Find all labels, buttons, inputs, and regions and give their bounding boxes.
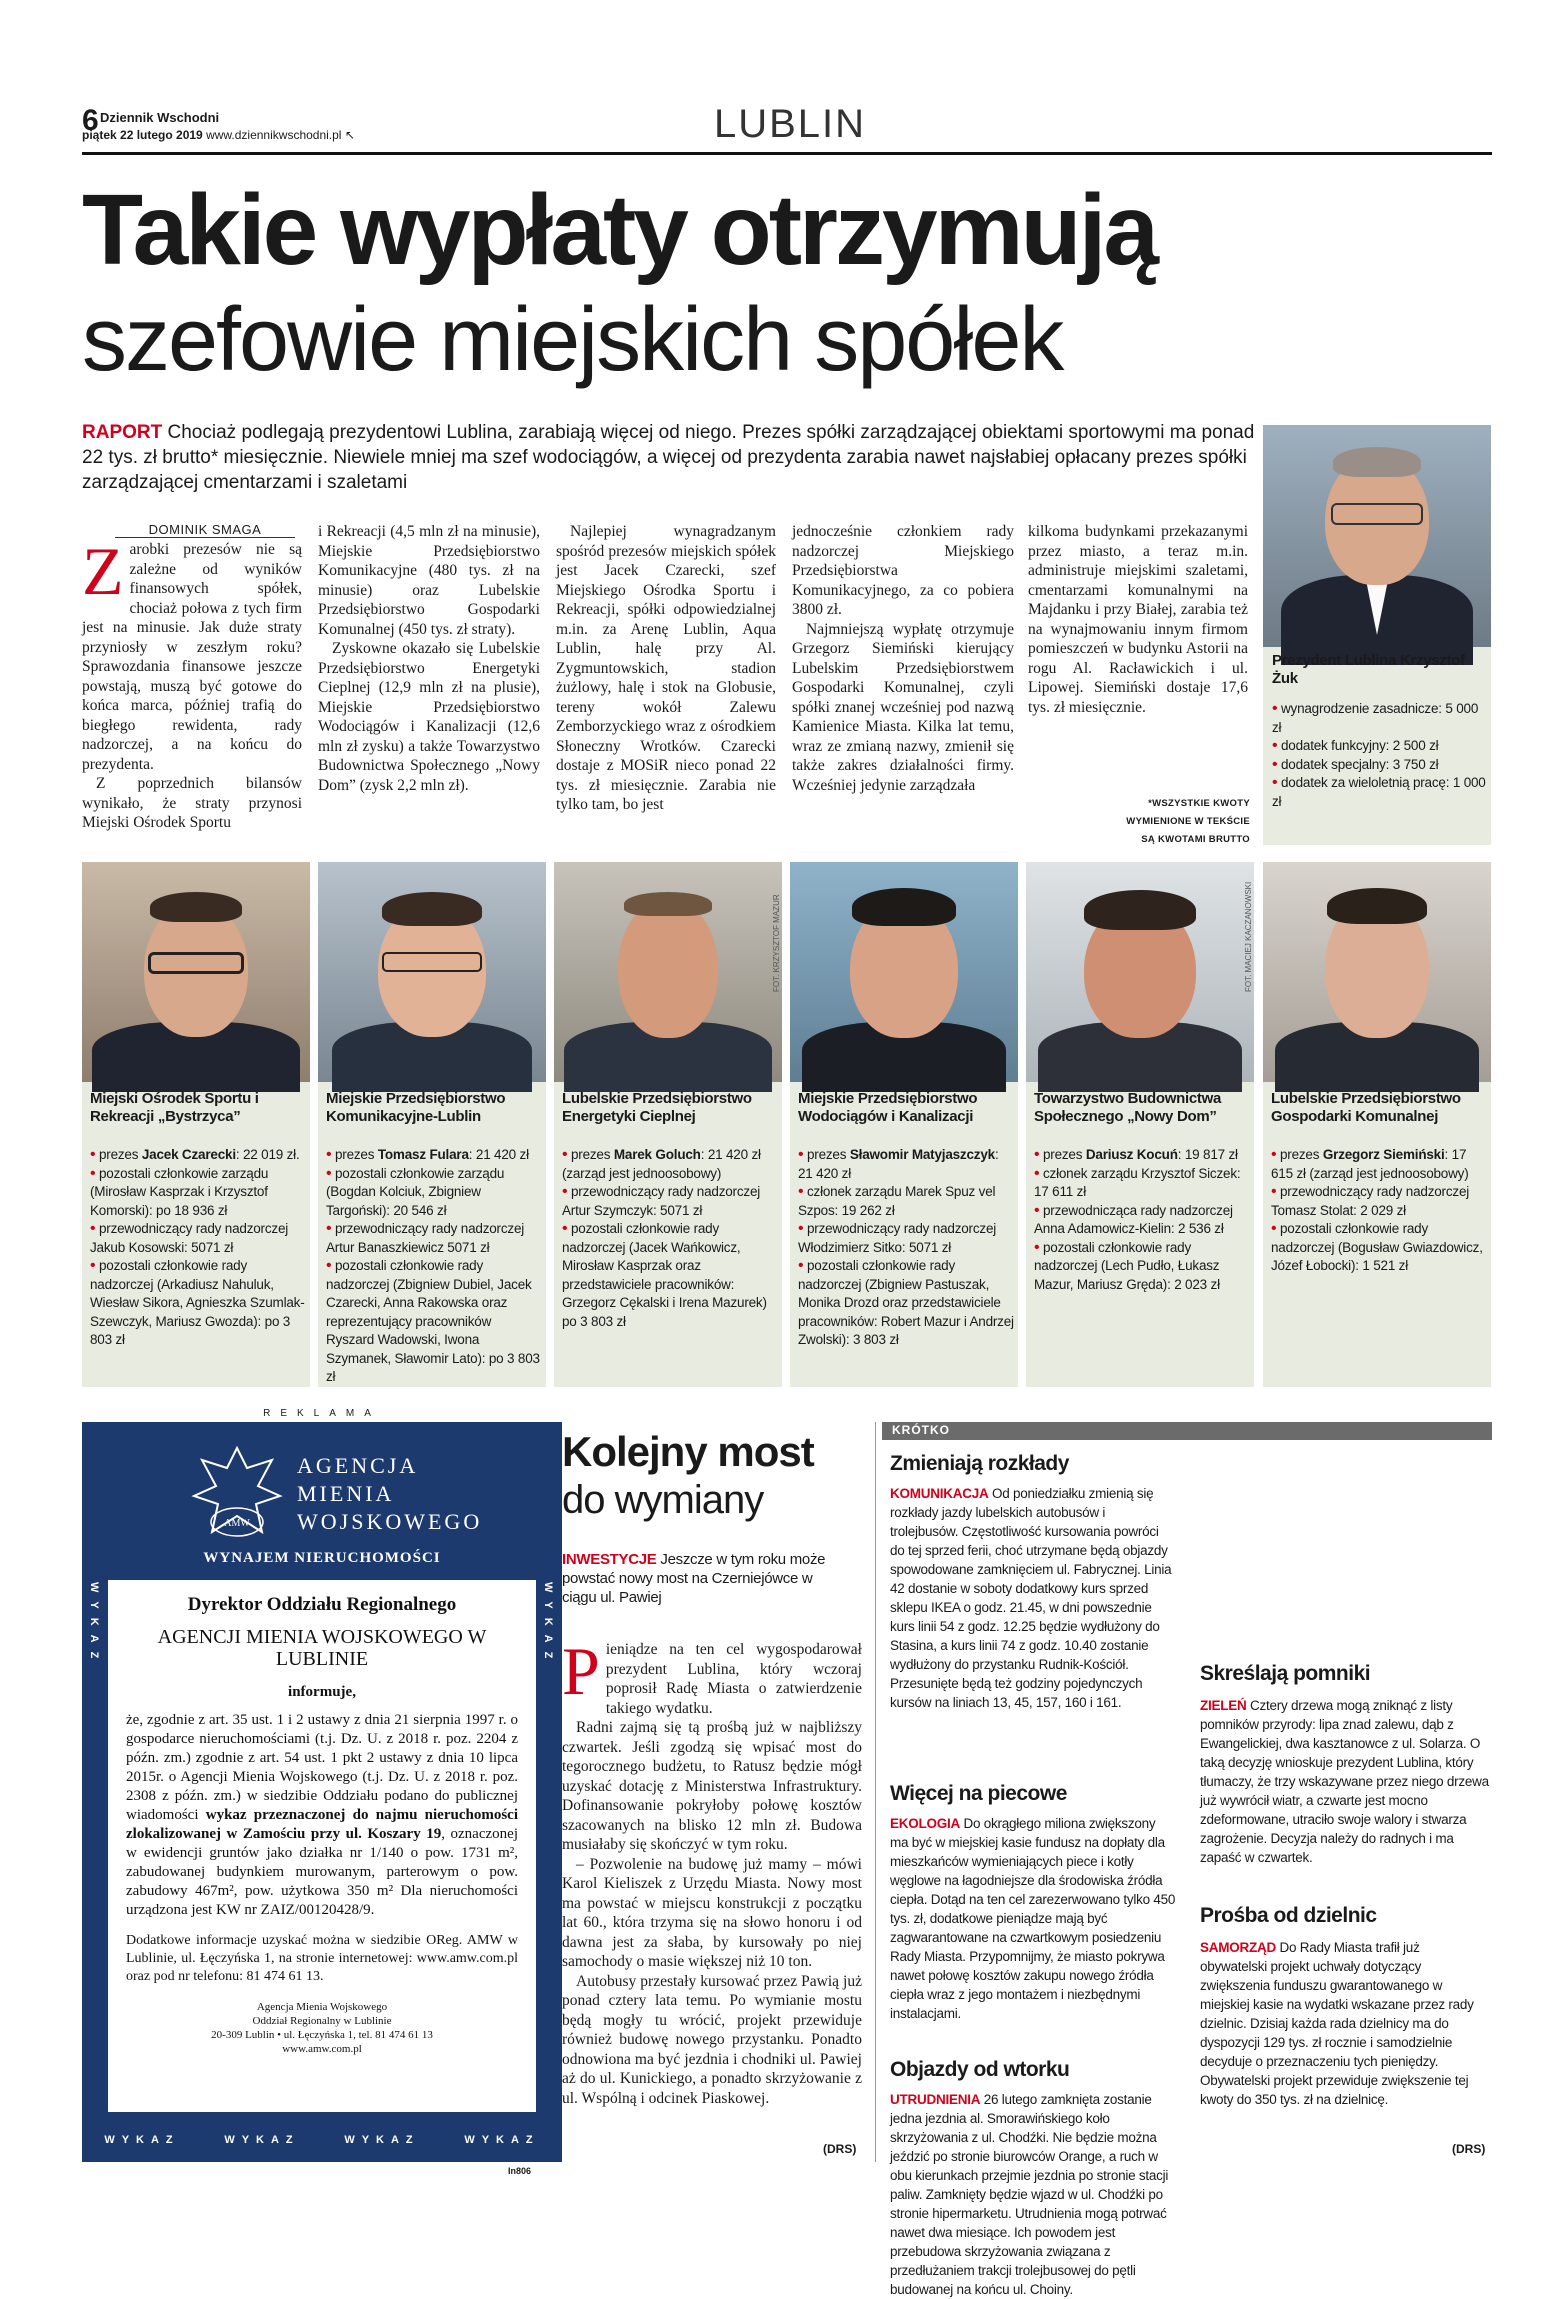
- brief-body: Od poniedziałku zmienią się rozkłady jazdy lubelskich autobusów i trolejbusów. Częstotliwość kursowania powróci do tej sprzed ferii, choć utrzymane będą objazdy spowodowane zamknięciem ul. Fabrycznej. Linia 42 dostanie w soboty dodatkowy kurs sprzed sklepu IKEA o godz. 21.45, w dni powszednie kurs linii 54 z godz. 12.25 będzie wydłużony do Stasina, a kurs linii 74 z godz. 10.40 zostanie wydłużony do przystanku Rudnik-Kościół. Przesunięte będą też godziny pojedynczych kursów na liniach 13, 45, 157, 160 i 161.: [890, 1486, 1172, 1710]
- brief-title: Objazdy od wtorku: [890, 2058, 1070, 2081]
- dropcap: Z: [82, 533, 124, 609]
- fact-line: [1272, 756, 1486, 775]
- fact-line: [1271, 1146, 1487, 1183]
- brief-text: [890, 1814, 1176, 2023]
- bullet-icon: •: [1272, 774, 1278, 791]
- bullet-icon: •: [90, 1146, 96, 1163]
- bullet-icon: •: [1272, 700, 1278, 717]
- hair-shape: [852, 888, 956, 926]
- fact-text: dodatek za wieloletnią pracę: 1 000 zł: [1272, 775, 1486, 809]
- fact-line: [326, 1220, 542, 1257]
- fact-text: pozostali członkowie rady nadzorczej (Zbigniew Dubiel, Jacek Czarecki, Anna Rakowska oraz reprezentujący pracowników Ryszard Wadowski, Iwona Szymanek, Sławomir Lato): po 3 803 zł: [326, 1258, 540, 1384]
- company-title: Lubelskie Przedsiębiorstwo Energetyki Cieplnej: [562, 1090, 752, 1125]
- headline-line2: szefowie miejskich spółek: [82, 290, 1063, 390]
- cursor-icon: ↖: [344, 128, 355, 142]
- fact-line: [798, 1220, 1014, 1257]
- company-title: Miejskie Przedsiębiorstwo Wodociągów i Kanalizacji: [798, 1090, 978, 1125]
- fact-line: [798, 1257, 1014, 1350]
- ad-label: REKLAMA: [263, 1408, 381, 1419]
- brief-body: Do Rady Miasta trafił już obywatelski projekt uchwały dotyczący zwiększenia funduszu gwarantowanego w miejskiej kasie na wydatki wskazane przez rady dzielnic. Dzisiaj każda rada dzielnicy ma do dyspozycji 129 tys. zł rocznie i samodzielnie decyduje o przeznaczeniu tych pieniędzy. Obywatelski projekt przewiduje zwiększenie tej kwoty do 350 tys. zł na dzielnicę.: [1200, 1940, 1474, 2107]
- president-name: Sławomir Matyjaszczyk: [849, 1147, 995, 1162]
- bullet-icon: •: [1034, 1146, 1040, 1163]
- krotko-label: KRÓTKO: [892, 1423, 950, 1437]
- krotko-signoff: (DRS): [1452, 2142, 1486, 2156]
- president-name: Dariusz Kocuń: [1085, 1147, 1178, 1162]
- fact-text: prezes: [334, 1147, 378, 1162]
- fact-text: prezes: [806, 1147, 850, 1162]
- article-column-3: [556, 522, 776, 815]
- bullet-icon: •: [326, 1164, 332, 1182]
- paragraph: Z poprzednich bilansów wynikało, że straty przynosi Miejski Ośrodek Sportu: [82, 775, 302, 831]
- agency-name: [297, 1452, 482, 1536]
- article-column-2: [318, 522, 540, 795]
- paragraph: – Pozwolenie na budowę już mamy – mówi Karol Kieliszek z Urzędu Miasta. Nowy most ma powstać w miejscu konstrukcji z początku lat 60., która trzyma się na słowo honoru i od dawna jest za słaba, by kursowały po niej samochody o masie większej niż 10 ton.: [562, 1855, 862, 1970]
- brief-tag: EKOLOGIA: [890, 1816, 961, 1831]
- ad-subtitle: WYNAJEM NIERUCHOMOŚCI: [203, 1550, 441, 1566]
- wykaz-side-left: WYKAZ: [88, 1582, 100, 1668]
- website-link[interactable]: www.dziennikwschodni.pl: [206, 128, 342, 142]
- fact-line: [1272, 737, 1486, 756]
- bullet-icon: •: [326, 1220, 332, 1237]
- fact-text: prezes: [1279, 1147, 1323, 1162]
- portrait-photo: [318, 862, 546, 1082]
- fact-line: [90, 1220, 306, 1257]
- president-photo: [1263, 425, 1491, 647]
- bullet-icon: •: [1271, 1146, 1277, 1163]
- eagle-emblem-icon: [192, 1440, 282, 1550]
- ad-body-text: , oznaczonej w ewidencji gruntów jako działka nr 1/140 o pow. 1731 m², zabudowanej budynkiem murowanym, parterowym o pow. zabudowy 467m², pow. użytkowa 350 m² Dla nieruchomości urządzona jest KW nr ZAIZ/00120428/9.: [126, 1826, 518, 1918]
- fact-line: [1271, 1183, 1487, 1220]
- bullet-icon: •: [90, 1164, 96, 1182]
- company-facts: [1034, 1146, 1250, 1294]
- dropcap: P: [562, 1633, 600, 1709]
- portrait-photo: [82, 862, 310, 1082]
- fact-text: dodatek funkcyjny: 2 500 zł: [1280, 738, 1439, 753]
- president-name: Tomasz Fulara: [377, 1147, 469, 1162]
- fact-line: [90, 1146, 306, 1165]
- fact-text: pozostali członkowie rady nadzorczej (Zbigniew Pastuszak, Monika Drozd oraz przedstawiciele pracowników: Robert Mazur i Andrzej Zwolski): 3 803 zł: [798, 1258, 1014, 1347]
- fact-line: [1272, 774, 1486, 811]
- bullet-icon: •: [1034, 1238, 1040, 1256]
- bullet-icon: •: [1272, 755, 1278, 773]
- fact-line: [326, 1146, 542, 1165]
- ad-footer: [126, 2000, 518, 2056]
- brief-body: 26 lutego zamknięta zostanie jedna jezdnia al. Smorawińskiego koło skrzyżowania z ul. Chodźki. Nie będzie można jeździć po stronie biurowców Orange, a ruch w obu kierunkach przejmie jezdnia po stronie stacji paliw. Zamknięty będzie wjazd w ul. Chodźki po stronie hipermarketu. Utrudnienia mogą potrwać nawet dwa miesiące. Ich powodem jest przebudowa skrzyżowania związana z przedłużaniem trakcji trolejbusowej do pętli budowanej na końcu ul. Choiny.: [890, 2092, 1169, 2297]
- portrait-photo: [1263, 862, 1491, 1082]
- company-box-tbs: [1026, 862, 1254, 1387]
- fact-line: [1272, 700, 1486, 737]
- fact-text: pozostali członkowie zarządu (Mirosław Kasprzak i Krzysztof Komorski): po 18 936 zł: [90, 1165, 269, 1218]
- paper-name: Dziennik Wschodni: [100, 110, 220, 125]
- agency-line: AGENCJA: [297, 1453, 419, 1478]
- bullet-icon: •: [798, 1183, 804, 1200]
- fact-text: wynagrodzenie zasadnicze: 5 000 zł: [1272, 701, 1479, 735]
- fact-text: przewodnicząca rady nadzorczej Anna Adamowicz-Kielin: 2 536 zł: [1034, 1202, 1233, 1236]
- paragraph: Zyskowne okazało się Lubelskie Przedsiębiorstwo Energetyki Cieplnej (12,9 mln zł na plusie), Miejskie Przedsiębiorstwo Wodociągów i Kanalizacji (12,6 mln zł zysku) a także Towarzystwo Budownictwa Społecznego „Nowy Dom” (zysk 2,2 mln zł).: [318, 640, 540, 794]
- header-rule: [82, 152, 1492, 155]
- president-name: Grzegorz Siemiński: [1322, 1147, 1445, 1162]
- wykaz-label: WYKAZ: [344, 2134, 420, 2146]
- fact-line: [562, 1183, 778, 1220]
- hair-shape: [624, 892, 712, 916]
- company-title: Lubelskie Przedsiębiorstwo Gospodarki Komunalnej: [1271, 1090, 1461, 1125]
- fact-line: [1034, 1202, 1250, 1239]
- fact-line: [1034, 1146, 1250, 1165]
- page-number: 6: [82, 104, 99, 137]
- most-tag: INWESTYCJE: [562, 1551, 657, 1568]
- paragraph: jednocześnie członkiem rady nadzorczej Miejskiego Przedsiębiorstwa Komunikacyjnego, za co pobiera 3800 zł.: [792, 523, 1014, 618]
- most-subheadline: do wymiany: [562, 1478, 764, 1522]
- fact-text: : 21 420 zł: [468, 1147, 529, 1162]
- fact-line: [1034, 1239, 1250, 1295]
- hair-shape: [1333, 447, 1421, 477]
- emblem-text: AMW: [224, 1518, 250, 1529]
- fact-text: członek zarządu Marek Spuz vel Szpos: 19 262 zł: [798, 1184, 996, 1218]
- fact-text: pozostali członkowie rady nadzorczej (Jacek Wańkowicz, Mirosław Kasprzak oraz przedstawiciele pracowników: Grzegorz Cękalski i Irena Mazurek) po 3 803 zł: [562, 1221, 767, 1329]
- column-divider: [875, 1422, 876, 2162]
- brutto-note: *WSZYSTKIE KWOTY WYMIENIONE W TEKŚCIE SĄ KWOTAMI BRUTTO: [1126, 798, 1250, 845]
- article-column-5: [1028, 522, 1248, 717]
- bullet-icon: •: [1272, 737, 1278, 754]
- article-column-4: [792, 522, 1014, 795]
- brief-text: [890, 1484, 1176, 1712]
- brief-tag: ZIELEŃ: [1200, 1698, 1247, 1713]
- ad-footer-line: 20-309 Lublin • ul. Łęczyńska 1, tel. 81 474 61 13: [211, 2029, 433, 2041]
- company-box-mosir: [82, 862, 310, 1387]
- lead-text: Chociaż podlegają prezydentowi Lublina, zarabiają więcej od niego. Prezes spółki zarządzającej obiektami sportowymi ma ponad 22 tys. zł brutto* miesięcznie. Niewiele mniej ma szef wodociągów, a więcej od prezydenta zarabia nawet najsłabiej opłacany prezes spółki zarządzającej cmentarzami i szaletami: [82, 422, 1255, 493]
- paragraph: Radni zajmą się tą prośbą już w najbliższy czwartek. Jeśli zgodzą się wpisać most do tegorocznego budżetu, to Ratusz będzie mógł uzyskać dotację z Ministerstwa Infrastruktury. Dofinansowanie pokryłoby połowę kosztów szacowanych na blisko 12 mln zł. Budowa musiałaby się skończyć w tym roku.: [562, 1719, 862, 1853]
- portrait-photo: [1026, 862, 1254, 1082]
- glasses-shape: [382, 952, 482, 972]
- fact-line: [562, 1220, 778, 1331]
- fact-text: przewodniczący rady nadzorczej Artur Szymczyk: 5071 zł: [562, 1184, 761, 1218]
- portrait-photo: [790, 862, 1018, 1082]
- paragraph: Autobusy przestały kursować przez Pawią już ponad cztery lata temu. Po wymianie mostu będą mogły tu wrócić, projekt przewiduje również budowę nowego przystanku. Ponadto odnowiona ma być jezdnia i chodniki ul. Pawiej aż do ul. Kunickiego, a ponadto skrzyżowanie z ul. Wspólną i odcinek Piaskowej.: [562, 1972, 862, 2107]
- fact-text: przewodniczący rady nadzorczej Włodzimierz Sitko: 5071 zł: [798, 1221, 997, 1255]
- ad-body-bold: wykaz przeznaczonej do najmu nieruchomości zlokalizowanej w Zamościu przy ul. Koszary 19: [126, 1807, 518, 1842]
- fact-line: [562, 1146, 778, 1183]
- hair-shape: [1327, 888, 1427, 924]
- bullet-icon: •: [798, 1146, 804, 1163]
- issue-date-text: piątek 22 lutego 2019: [82, 128, 203, 142]
- bullet-icon: •: [562, 1220, 568, 1237]
- fact-text: : 19 817 zł: [1177, 1147, 1238, 1162]
- fact-text: pozostali członkowie rady nadzorczej (Lech Pudło, Łukasz Mazur, Mariusz Gręda): 2 023 zł: [1034, 1239, 1220, 1292]
- bullet-icon: •: [90, 1257, 96, 1274]
- president-name: Marek Goluch: [613, 1147, 701, 1162]
- ad-notice: [108, 1580, 536, 2112]
- paragraph: Najlepiej wynagradzanym spośród prezesów miejskich spółek jest Jacek Czarecki, szef Miejskiego Ośrodka Sportu i Rekreacji, spółki odpowiedzialnej m.in. za Arenę Lublin, Aqua Lublin, halę przy Al. Zygmuntowskich, stadion żużlowy, halę i stok na Globusie, tereny wokół Zalewu Zemborzyckiego wraz z ośrodkiem Słoneczny Wrotków. Czarecki dostaje z MOSiR nieco ponad 22 tys. zł miesięcznie. Zarabia nie tylko tam, bo jest: [556, 523, 776, 813]
- paragraph: kilkoma budynkami przekazanymi przez miasto, a teraz m.in. administruje miejskimi szaletami, cmentarzami komunalnymi na Majdanku i przy Białej, zarabia też na wynajmowaniu innym firmom pomieszczeń w budynku Astorii na rogu Al. Racławickich i ul. Lipowej. Siemiński dostaje 17,6 tys. zł miesięcznie.: [1028, 523, 1248, 716]
- krotko-bar: [882, 1422, 1492, 1440]
- brief-tag: SAMORZĄD: [1200, 1940, 1276, 1955]
- fact-line: [798, 1146, 1014, 1183]
- bullet-icon: •: [326, 1257, 332, 1274]
- company-facts: [90, 1146, 306, 1350]
- brief-title: Zmieniają rozkłady: [890, 1452, 1069, 1475]
- most-signoff: (DRS): [823, 2142, 857, 2156]
- fact-text: dodatek specjalny: 3 750 zł: [1280, 756, 1439, 772]
- headline-line1: Takie wypłaty otrzymują: [82, 174, 1156, 286]
- company-box-lpec: [554, 862, 782, 1387]
- brief-title: Skreślają pomniki: [1200, 1662, 1371, 1685]
- brief-text: [1200, 1696, 1490, 1867]
- president-title: Prezydent Lublina Krzysztof Żuk: [1272, 652, 1465, 687]
- fact-text: : 22 019 zł.: [235, 1147, 300, 1162]
- hair-shape: [150, 892, 242, 922]
- photo-credit: FOT. KRZYSZTOF MAZUR: [772, 894, 781, 992]
- ad-footer-line[interactable]: www.amw.com.pl: [282, 2043, 362, 2055]
- fact-text: : 17 615 zł (zarząd jest jednoosobowy): [1271, 1147, 1469, 1181]
- bullet-icon: •: [798, 1257, 804, 1274]
- paragraph: arobki prezesów nie są zależne od wyników finansowych spółek, chociaż połowa z tych firm jest na minusie. Jak duże straty przyniosły w zeszłym roku? Sprawozdania finansowe jeszcze powstają, muszą być gotowe do końca marca, później trafią do biegłego rewidenta, rady nadzorczej, a na końcu do prezydenta.: [82, 541, 302, 773]
- bullet-icon: •: [562, 1183, 568, 1200]
- fact-text: przewodniczący rady nadzorczej Artur Banaszkiewicz 5071 zł: [326, 1221, 525, 1255]
- ad-body: [126, 1711, 518, 1920]
- ad-heading: Dyrektor Oddziału Regionalnego: [187, 1594, 457, 1615]
- ad-code: In806: [508, 2166, 532, 2176]
- company-box-mpk: [318, 862, 546, 1387]
- portrait-photo: [554, 862, 782, 1082]
- article-column-1: [82, 533, 302, 833]
- fact-line: [90, 1257, 306, 1350]
- ad-heading: AGENCJI MIENIA WOJSKOWEGO W LUBLINIE: [157, 1626, 487, 1670]
- fact-text: członek zarządu Krzysztof Siczek: 17 611 zł: [1034, 1165, 1241, 1199]
- fact-line: [798, 1183, 1014, 1220]
- brief-tag: KOMUNIKACJA: [890, 1486, 989, 1501]
- lead-tag: RAPORT: [82, 422, 163, 443]
- brief-tag: UTRUDNIENIA: [890, 2092, 981, 2107]
- fact-text: pozostali członkowie rady nadzorczej (Arkadiusz Nahuluk, Wiesław Sikora, Agnieszka Szumlak-Szewczyk, Mariusz Gwozda): po 3 803 zł: [90, 1258, 305, 1347]
- bullet-icon: •: [90, 1220, 96, 1237]
- paragraph: i Rekreacji (4,5 mln zł na minusie), Miejskie Przedsiębiorstwo Komunikacyjne (480 tys. zł na minusie) oraz Lubelskie Przedsiębiorstwo Gospodarki Komunalnej (450 tys. zł straty).: [318, 523, 540, 638]
- bullet-icon: •: [1034, 1201, 1040, 1219]
- glasses-shape: [1331, 503, 1423, 525]
- brief-text: [1200, 1938, 1490, 2109]
- company-facts: [326, 1146, 542, 1387]
- bullet-icon: •: [1034, 1164, 1040, 1182]
- brief-text: [890, 2090, 1176, 2297]
- fact-line: [326, 1257, 542, 1387]
- ad-info: Dodatkowe informacje uzyskać można w siedzibie OReg. AMW w Lublinie, ul. Łęczyńska 1, na stronie internetowej: www.amw.com.pl oraz pod nr telefonu: 81 474 61 13.: [126, 1933, 518, 1984]
- wykaz-side-right: WYKAZ: [542, 1582, 554, 1668]
- hair-shape: [1084, 890, 1196, 930]
- agency-line: MIENIA: [297, 1481, 395, 1506]
- bullet-icon: •: [326, 1146, 332, 1163]
- wykaz-label: WYKAZ: [464, 2134, 540, 2146]
- most-headline: Kolejny most: [562, 1428, 814, 1475]
- company-facts: [1271, 1146, 1487, 1276]
- fact-text: pozostali członkowie zarządu (Bogdan Kolciuk, Zbigniew Targoński): 20 546 zł: [326, 1165, 505, 1218]
- ad-body-text: że, zgodnie z art. 35 ust. 1 i 2 ustawy z dnia 21 sierpnia 1997 r. o gospodarce nieruchomościami (t.j. Dz. U. z 2018 r. poz. 2204 z późn. zm.) zgodnie z art. 54 ust. 1 pkt 2 ustawy z dnia 10 lipca 2015r. o Agencji Mienia Wojskowego (t.j. Dz. U. z 2018 r. poz. 2308 z późn. zm.) w siedzibie Oddziału podano do publicznej wiadomości: [126, 1712, 518, 1823]
- paragraph: Najmniejszą wypłatę otrzymuje Grzegorz Siemiński kierujący Lubelskim Przedsiębiorstwem Gospodarki Komunalnej, czyli spółki znanej wcześniej pod nazwą Kamienice Miasta. Kilka lat temu, wraz ze zmianą nazwy, zmienił się także zakres działalności firmy. Wcześniej jedynie zarządzała: [792, 620, 1014, 794]
- agency-line: WOJSKOWEGO: [297, 1509, 483, 1534]
- company-title: Miejski Ośrodek Sportu i Rekreacji „Bystrzyca”: [90, 1090, 259, 1125]
- fact-text: prezes: [1042, 1147, 1086, 1162]
- fact-text: przewodniczący rady nadzorczej Jakub Kosowski: 5071 zł: [90, 1221, 289, 1255]
- president-facts: [1272, 700, 1486, 811]
- fact-text: : 21 420 zł (zarząd jest jednoosobowy): [562, 1147, 761, 1181]
- section-title: LUBLIN: [713, 102, 867, 146]
- fact-text: przewodniczący rady nadzorczej Tomasz Stolat: 2 029 zł: [1271, 1184, 1470, 1218]
- brief-body: Do okrągłego miliona zwiększony ma być w miejskiej kasie fundusz na dopłaty dla mieszkańców wymieniających piece i kotły węglowe na łagodniejsze dla środowiska źródła ciepła. Dotąd na ten cel zarezerwowano tylko 450 tys. zł, dodatkowe pieniądze mają być zagwarantowane na czwartkowym posiedzeniu Rady Miasta. Przypomnijmy, że miasto pokrywa nawet połowę kosztów zakupu nowego źródła ciepła wraz z jego montażem i niezbędnymi instalacjami.: [890, 1816, 1176, 2021]
- most-lead-text: Jeszcze w tym roku może powstać nowy most na Czerniejówce w ciągu ul. Pawiej: [562, 1551, 826, 1606]
- ad-footer-line: Oddział Regionalny w Lublinie: [252, 2015, 392, 2027]
- bullet-icon: •: [1271, 1220, 1277, 1237]
- paragraph: ieniądze na ten cel wygospodarował prezydent Lublina, który wczoraj poprosił Radę Miasta o zatwierdzenie takiego wydatku.: [605, 1641, 862, 1717]
- wykaz-label: WYKAZ: [104, 2134, 180, 2146]
- photo-credit: FOT. MACIEJ KACZANOWSKI: [1244, 881, 1253, 992]
- ad-heading: informuje,: [288, 1684, 356, 1700]
- bullet-icon: •: [798, 1220, 804, 1237]
- article-lead: [82, 420, 1262, 495]
- glasses-shape: [148, 952, 244, 974]
- fact-text: : 21 420 zł: [798, 1147, 999, 1181]
- face-shape: [618, 898, 718, 1038]
- fact-text: prezes: [98, 1147, 142, 1162]
- fact-line: [326, 1165, 542, 1221]
- brief-body: Cztery drzewa mogą zniknąć z listy pomników przyrody: lipa znad zalewu, dąb z Ewangelickiej, dwa kasztanowce z ul. Solarza. O taką decyzję wnioskuje prezydent Lublina, który tłumaczy, że trzy wskazywane przez niego drzewa już wywrócił wiatr, a czwarte jest mocno zdeformowane, utraciło swoje walory i stwarza zagrożenie. Decyzja należy do radnych i ma zapaść w czwartek.: [1200, 1698, 1489, 1865]
- brief-title: Prośba od dzielnic: [1200, 1904, 1377, 1927]
- president-name: Jacek Czarecki: [141, 1147, 236, 1162]
- fact-text: pozostali członkowie rady nadzorczej (Bogusław Gwiazdowicz, Józef Łobocki): 1 521 zł: [1271, 1221, 1483, 1273]
- byline: DOMINIK SMAGA: [115, 522, 295, 538]
- company-box-mpwik: [790, 862, 1018, 1387]
- fact-line: [1271, 1220, 1487, 1276]
- wykaz-bottom: [82, 2134, 562, 2146]
- company-title: Towarzystwo Budownictwa Społecznego „Nowy Dom”: [1034, 1090, 1222, 1125]
- company-title: Miejskie Przedsiębiorstwo Komunikacyjne-Lublin: [326, 1090, 506, 1125]
- company-facts: [798, 1146, 1014, 1350]
- issue-date: [82, 128, 355, 142]
- company-facts: [562, 1146, 778, 1331]
- fact-line: [90, 1165, 306, 1221]
- wykaz-label: WYKAZ: [224, 2134, 300, 2146]
- fact-text: prezes: [570, 1147, 614, 1162]
- company-box-lpgk: [1263, 862, 1491, 1387]
- fact-line: [1034, 1165, 1250, 1202]
- bullet-icon: •: [562, 1146, 568, 1163]
- most-lead: [562, 1550, 832, 1607]
- hair-shape: [382, 892, 482, 926]
- bullet-icon: •: [1271, 1183, 1277, 1200]
- ad-footer-line: Agencja Mienia Wojskowego: [256, 2001, 388, 2013]
- brief-title: Więcej na piecowe: [890, 1782, 1067, 1805]
- most-body: [562, 1633, 862, 2108]
